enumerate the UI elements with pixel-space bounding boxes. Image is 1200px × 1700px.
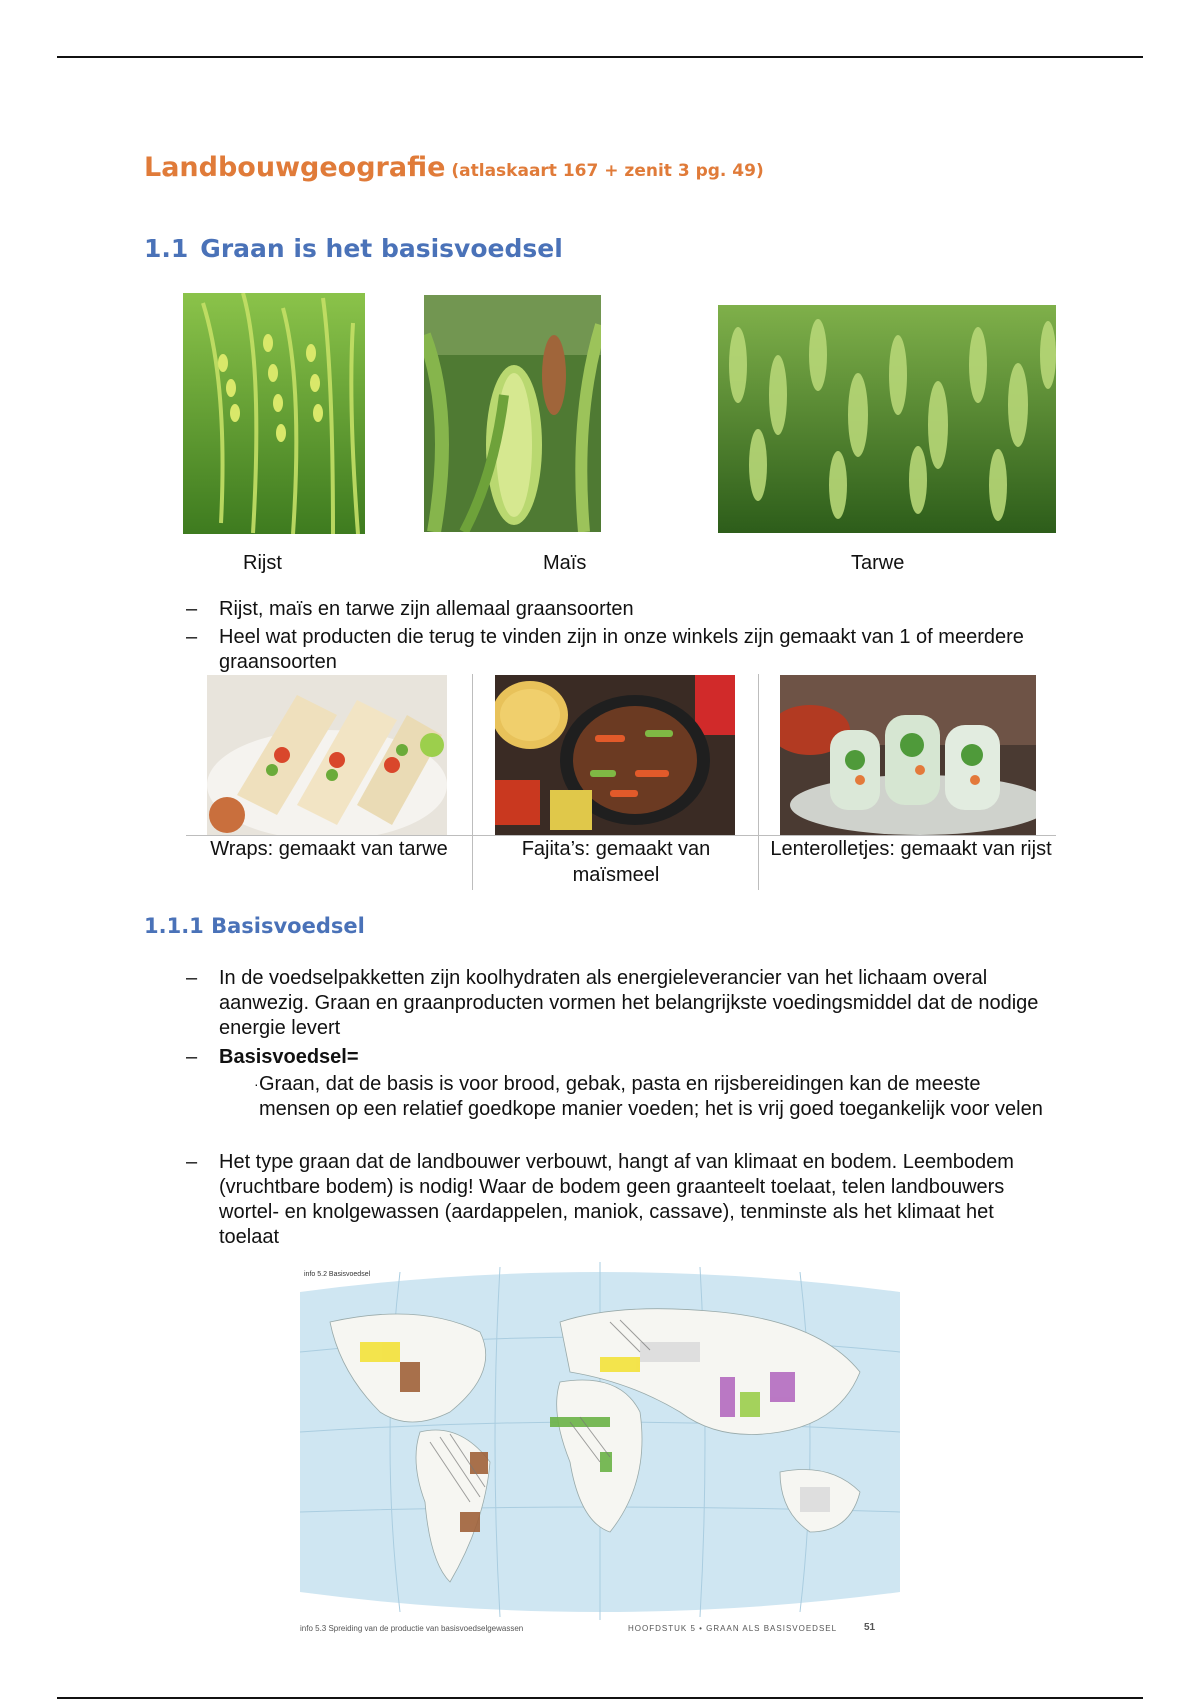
page-title-note: (atlaskaart 167 + zenit 3 pg. 49) — [451, 161, 764, 181]
bullet-koolhydraten: – In de voedselpakketten zijn koolhydraten als energieleverancier van het lichaam overal aanwezig. Graan en graanproducten vormen het belangrijkste voedingsmiddel dat de nodige energie levert — [186, 967, 1039, 1039]
corn-plant-photo — [424, 295, 601, 532]
wheat-field-photo — [718, 305, 1056, 533]
subsection-number: 1.1.1 — [144, 914, 204, 938]
caption-tarwe: Tarwe — [851, 552, 905, 574]
caption-lenterolletjes: Lenterolletjes: gemaakt van rijst — [770, 838, 1052, 860]
page-title — [144, 152, 764, 183]
spring-rolls-photo — [780, 675, 1036, 835]
map-footer-chapter: HOOFDSTUK 5 • GRAAN ALS BASISVOEDSEL — [628, 1624, 838, 1633]
food-table — [186, 674, 1056, 890]
map-footer-caption: info 5.3 Spreiding van de productie van basisvoedselgewassen — [300, 1624, 524, 1633]
world-staple-food-map — [300, 1262, 900, 1620]
bullet-type-graan: – Het type graan dat de landbouwer verbouwt, hangt af van klimaat en bodem. Leembodem (vruchtbare bodem) is nodig! Waar de bodem geen graanteelt toelaat, telen landbouwers wortel- en knolgewassen (aardappelen, maniok, cassave), tenminste als het klimaat het toelaat — [186, 1151, 1014, 1248]
top-rule — [57, 56, 1143, 58]
wraps-photo — [207, 675, 447, 835]
caption-rijst: Rijst — [243, 552, 282, 574]
caption-mais: Maïs — [543, 552, 587, 574]
section-number: 1.1 — [144, 234, 189, 263]
map-page-number: 51 — [864, 1622, 876, 1633]
section-heading — [144, 234, 563, 263]
bottom-rule — [57, 1697, 1143, 1699]
page-title-text: Landbouwgeografie — [144, 152, 446, 183]
rice-plant-photo — [183, 293, 365, 534]
table-divider-2 — [758, 674, 759, 890]
subsection-heading — [144, 914, 365, 938]
caption-wraps: Wraps: gemaakt van tarwe — [210, 838, 448, 860]
bullet-graansoorten: – Rijst, maïs en tarwe zijn allemaal graansoorten — [186, 598, 634, 620]
bullet-basisvoedsel: – Basisvoedsel= — [186, 1046, 359, 1068]
section-title: Graan is het basisvoedsel — [200, 234, 563, 263]
fajitas-photo — [495, 675, 735, 835]
subbullet-graan: · Graan, dat de basis is voor brood, gebak, pasta en rijsbereidingen kan de meeste mensen op een relatief goedkope manier voeden; het is vrij goed toegankelijk voor velen — [254, 1073, 1043, 1120]
bullet-producten: – Heel wat producten die terug te vinden zijn in onze winkels zijn gemaakt van 1 of meerdere graansoorten — [186, 626, 1024, 673]
subsection-title: Basisvoedsel — [211, 914, 365, 938]
map-info-title: info 5.2 Basisvoedsel — [304, 1271, 371, 1278]
table-divider-1 — [472, 674, 473, 890]
caption-fajitas: Fajita’s: gemaakt van maïsmeel — [521, 838, 711, 886]
